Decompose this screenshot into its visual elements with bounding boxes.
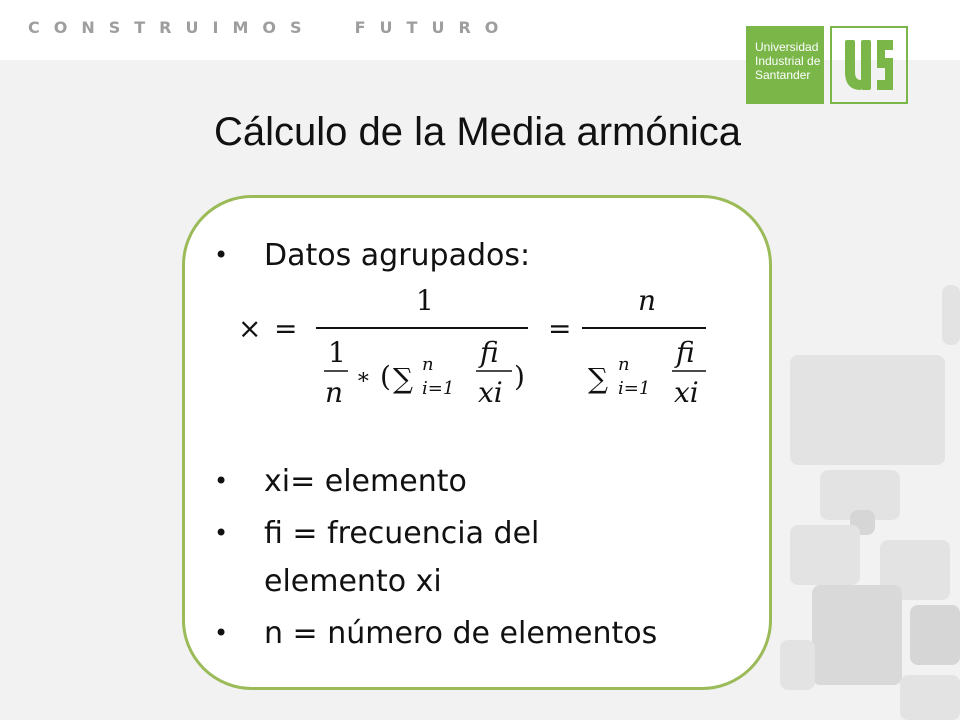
formula-lparen: (	[380, 360, 391, 393]
formula-lower: i=1	[618, 378, 651, 399]
bullet-dot: •	[214, 619, 229, 647]
formula-eq: =	[274, 312, 298, 345]
formula-one: 1	[328, 336, 346, 369]
slide-title: Cálculo de la Media armónica	[214, 110, 741, 154]
formula-lhs: ×	[238, 312, 262, 345]
formula-lower: i=1	[422, 378, 455, 399]
formula-xi: xi	[478, 376, 503, 409]
deco-square	[900, 675, 960, 720]
deco-square	[910, 605, 960, 665]
bullet-dot: •	[214, 467, 229, 495]
bullet-text: xi= elemento	[264, 464, 467, 499]
bullet-dot: •	[214, 519, 229, 547]
formula-n: n	[638, 284, 657, 317]
formula-sum: ∑	[393, 362, 413, 395]
bullet-text-continuation: elemento xi	[264, 564, 442, 599]
uis-emblem-icon	[830, 26, 908, 104]
harmonic-mean-formula	[236, 278, 716, 418]
formula-upper: n	[618, 354, 630, 375]
formula-eq: =	[548, 312, 572, 345]
deco-square	[812, 585, 902, 685]
formula-upper: n	[422, 354, 434, 375]
formula-xi: xi	[674, 376, 699, 409]
deco-square	[790, 525, 860, 585]
bullet-text: fi = frecuencia del	[264, 516, 540, 551]
logo-line: Universidad	[755, 40, 819, 54]
bullet-dot: •	[214, 241, 229, 269]
formula-num: 1	[416, 284, 434, 317]
slogan: CONSTRUIMOS FUTURO	[28, 18, 513, 37]
formula-fi: fi	[676, 336, 695, 369]
bullet-text: Datos agrupados:	[264, 238, 531, 273]
logo-line: Santander	[755, 68, 811, 82]
logo-line: Industrial de	[755, 54, 821, 68]
formula-rparen: )	[514, 360, 525, 393]
formula-fi: fi	[480, 336, 499, 369]
formula-n: n	[325, 376, 344, 409]
logo-text-box	[746, 26, 824, 104]
university-logo	[746, 26, 908, 106]
bullet-text: n = número de elementos	[264, 616, 658, 651]
deco-square	[942, 285, 960, 345]
deco-square	[780, 640, 815, 690]
formula-times: ∗	[356, 365, 371, 390]
formula-sum: ∑	[588, 362, 608, 395]
deco-square	[790, 355, 945, 465]
